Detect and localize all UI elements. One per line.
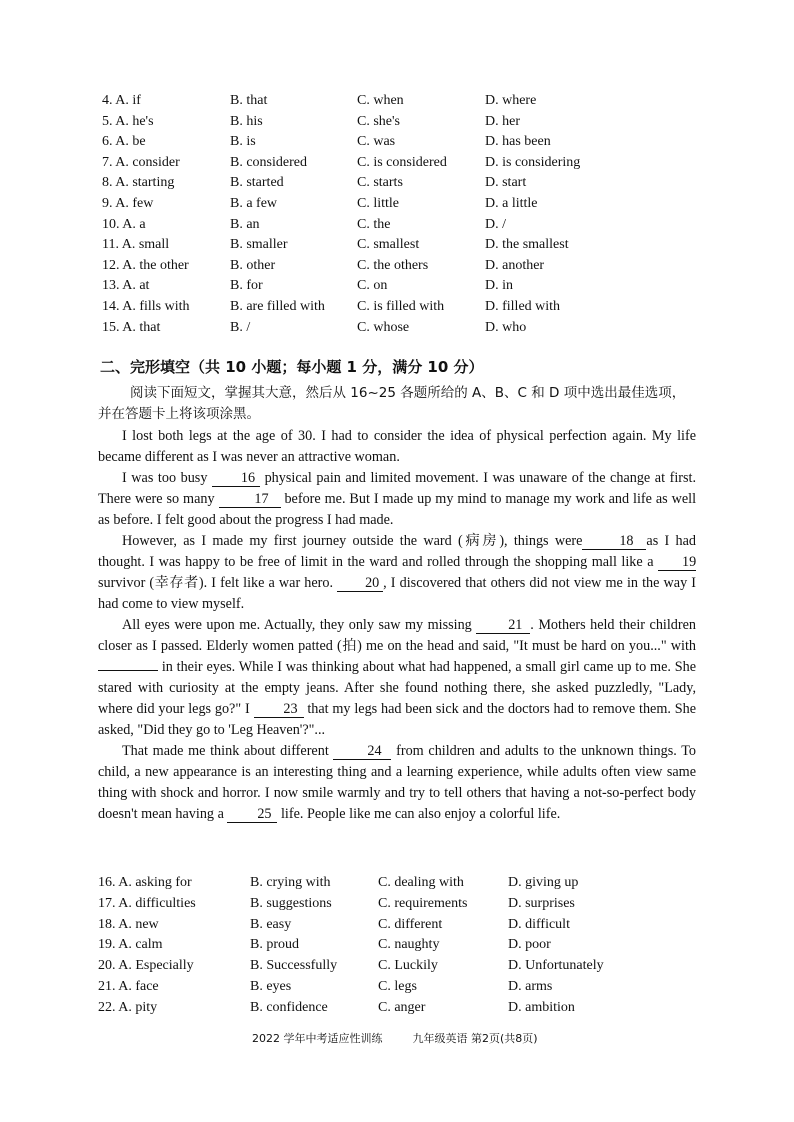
option-b: B. / [230,319,251,335]
option-d: D. is considering [485,154,581,170]
option-d: D. the smallest [485,237,569,253]
option-c: C. little [357,195,399,211]
cloze-passage [98,426,696,825]
instructions [98,383,696,425]
option-a: 5. A. he's [102,113,154,129]
option-d: D. where [485,93,537,108]
option-b: B. considered [230,154,307,170]
option-c: C. is filled with [357,298,445,314]
option-a: 22. A. pity [98,999,158,1015]
option-c: C. requirements [378,895,468,911]
option-c: C. on [357,278,388,294]
option-b: B. confidence [250,999,328,1015]
text: I was too busy [122,470,208,486]
option-a: 21. A. face [98,978,159,994]
option-c: C. was [357,134,396,150]
text: in their eyes. While I was thinking about what had happened, a small girl came up to me. She stared with curiosity at the empty jeans. After she found nothing there, she asked puzzledly, "Lady, where did your legs go?" I [98,659,697,717]
option-c: C. the [357,216,391,232]
option-c: C. smallest [357,237,420,253]
option-a: 20. A. Especially [98,958,194,974]
option-d: D. poor [508,937,551,953]
text: before me. But I made up my mind to manage my work and life as well as before. I felt good about the progress I had made. [98,491,697,528]
option-d: D. / [485,216,506,232]
text: life. People like me can also enjoy a colorful life. [280,806,561,822]
text: . Mothers held their children closer as I passed. Elderly women patted (拍) me on the head and said, "It must be hard on you..." with [98,617,696,654]
text: , I discovered that others did not view me in the way I had come to view myself. [98,575,696,612]
instruction-line-1: 阅读下面短文，掌握其大意，然后从 16~25 各题所给的 A、B、C 和 D 项中选出最佳选项， [130,385,686,401]
option-d: D. who [485,319,527,335]
option-a: 4. A. if [102,93,141,108]
footer-page-info: 九年级英语 第2页(共8页) [412,1032,538,1045]
blank-16: 16 [212,471,260,487]
option-a: 8. A. starting [102,175,175,191]
option-a: 14. A. fills with [102,298,190,314]
option-b: B. easy [250,916,292,932]
option-d: D. giving up [508,875,579,890]
option-d: D. filled with [485,298,561,314]
option-c: C. starts [357,175,403,191]
text: However, as I made my first journey outside the ward (病房), things were [122,533,583,549]
option-a: 19. A. calm [98,937,163,953]
blank-25: 25 [227,807,277,823]
option-d: D. difficult [508,916,570,932]
page-footer [252,1030,568,1046]
blank-19: 19 [658,555,696,571]
option-d: D. a little [485,195,538,211]
option-c: C. she's [357,113,400,129]
blank-22 [98,670,158,671]
option-b: B. Successfully [250,958,338,974]
option-a: 6. A. be [102,134,146,150]
option-d: D. in [485,278,513,294]
option-a: 7. A. consider [102,154,180,170]
blank-18: 18 [582,534,646,550]
option-c: C. whose [357,319,410,335]
text: as I had thought. I was happy to be free of limit in the ward and rolled through the shopping mall like a [98,533,696,570]
option-b: B. are filled with [230,298,325,314]
text: physical pain and limited movement. I was unaware of the change at first. There were so many [98,470,697,507]
option-b: B. an [230,216,260,232]
blank-20: 20 [337,576,383,592]
text: That made me think about different [122,743,329,759]
option-d: D. arms [508,978,553,994]
blank-21: 21 [476,618,530,634]
option-b: B. eyes [250,978,292,994]
option-d: D. surprises [508,895,575,911]
option-b: B. crying with [250,875,331,890]
option-b: B. started [230,175,284,191]
option-c: C. Luckily [378,958,438,974]
option-d: D. her [485,113,520,129]
section-title: 二、完形填空（共 10 小题；每小题 1 分，满分 10 分） [100,358,484,376]
option-b: B. other [230,257,276,273]
blank-24: 24 [333,744,391,760]
option-a: 12. A. the other [102,257,189,273]
option-d: D. Unfortunately [508,958,604,974]
option-c: C. the others [357,257,429,273]
option-a: 10. A. a [102,216,146,232]
option-b: B. smaller [230,237,288,253]
option-c: C. dealing with [378,875,464,890]
text: All eyes were upon me. Actually, they only saw my missing [122,617,472,633]
instruction-line-2: 并在答题卡上将该项涂黑。 [98,406,260,422]
option-a: 11. A. small [102,237,170,253]
option-d: D. start [485,175,527,191]
paragraph-5 [98,741,696,825]
option-c: C. naughty [378,937,440,953]
option-d: D. ambition [508,999,575,1015]
option-b: B. for [230,278,263,294]
option-b: B. that [230,93,268,108]
option-b: B. proud [250,937,299,953]
option-a: 16. A. asking for [98,875,192,890]
option-a: 15. A. that [102,319,161,335]
text: from children and adults to the unknown things. To child, a new appearance is an interesting thing and a learning experience, while adults often view same thing with shock and horror. I now smile warmly and try to tell others that having a not-so-perfect body doesn't mean having a [98,743,696,822]
paragraph-3 [98,531,696,615]
paragraph-4 [98,615,696,741]
option-c: C. different [378,916,443,932]
option-d: D. another [485,257,545,273]
paragraph-2 [98,468,696,531]
option-b: B. a few [230,195,278,211]
footer-exam-name: 2022 学年中考适应性训练 [252,1032,383,1045]
blank-17: 17 [219,492,281,508]
option-c: C. legs [378,978,417,994]
option-a: 17. A. difficulties [98,895,196,911]
option-c: C. is considered [357,154,447,170]
option-a: 18. A. new [98,916,159,932]
paragraph-1: I lost both legs at the age of 30. I had to consider the idea of physical perfection again. My life became different as I was never an attractive woman. [98,428,696,465]
blank-23: 23 [254,702,304,718]
option-b: B. his [230,113,263,129]
option-b: B. is [230,134,256,150]
text: that my legs had been sick and the doctors had to remove them. She asked, "Did they go to 'Leg Heaven'?"... [98,701,697,738]
option-c: C. anger [378,999,426,1015]
option-a: 13. A. at [102,278,150,294]
option-b: B. suggestions [250,895,332,911]
text: survivor (幸存者). I felt like a war hero. [98,575,334,591]
option-a: 9. A. few [102,195,154,211]
option-c: C. when [357,93,404,108]
option-d: D. has been [485,134,551,150]
